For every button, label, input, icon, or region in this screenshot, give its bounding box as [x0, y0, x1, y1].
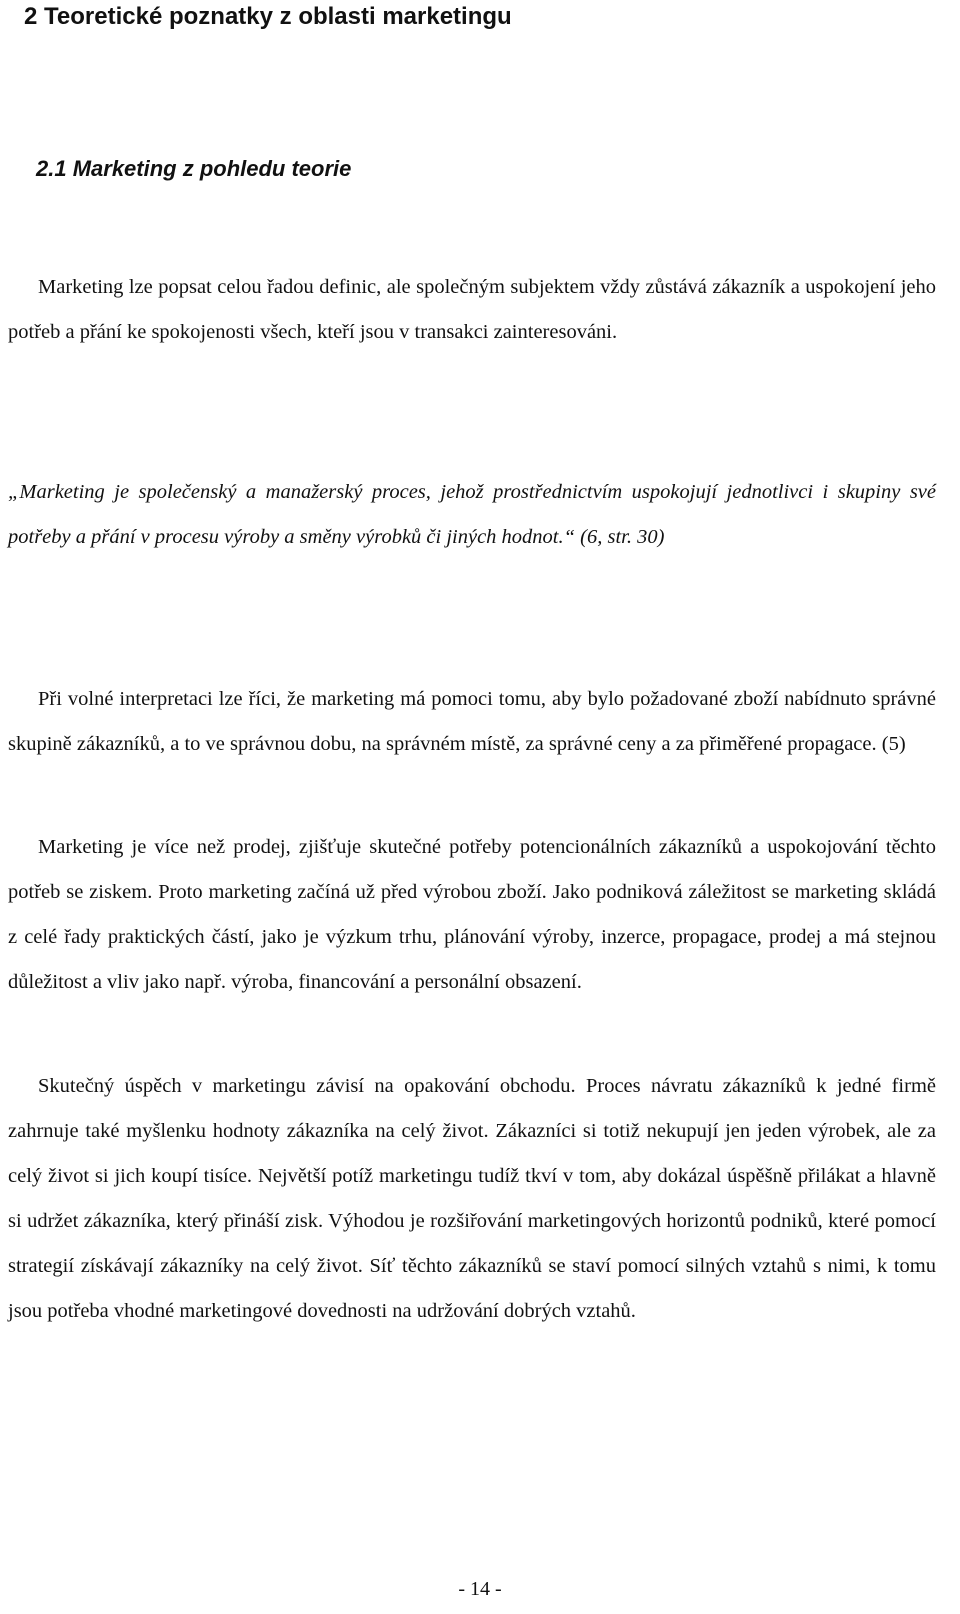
paragraph-intro: Marketing lze popsat celou řadou definic, ale společným subjektem vždy zůstává zákazník a uspokojení jeho potřeb a přání ke spokojenosti všech, kteří jsou v transakci zainteresováni. [8, 276, 936, 343]
paragraph-repeat-business: Skutečný úspěch v marketingu závisí na opakování obchodu. Proces návratu zákazníků k jedné firmě zahrnuje také myšlenku hodnoty zákazníka na celý život. Zákazníci si totiž nekupují jen jeden výrobek, ale za celý život si jich koupí tisíce. Největší potíž marketingu tudíž tkví v tom, aby dokázal úspěšně přilákat a hlavně si udržet zákazníka, který přináší zisk. Výhodou je rozšiřování marketingových horizontů podniků, které pomocí strategií získávají zákazníky na celý život. Síť těchto zákazníků se staví pomocí silných vztahů s nimi, k tomu jsou potřeba vhodné marketingové dovednosti na udržování dobrých vztahů. [8, 1075, 936, 1322]
paragraph-interpretation: Při volné interpretaci lze říci, že marketing má pomoci tomu, aby bylo požadované zboží nabídnuto správné skupině zákazníků, a to ve správnou dobu, na správném místě, za správné ceny a za přiměřené propagace. (5) [8, 688, 936, 755]
section-heading: 2.1 Marketing z pohledu teorie [36, 156, 352, 181]
page-number: - 14 - [458, 1578, 502, 1600]
chapter-heading: 2 Teoretické poznatky z oblasti marketingu [24, 3, 512, 30]
definition-quote: „Marketing je společenský a manažerský proces, jehož prostřednictvím uspokojují jednotlivci i skupiny své potřeby a přání v procesu výroby a směny výrobků či jiných hodnot.“ (6, str. 30) [8, 481, 936, 548]
paragraph-marketing-vs-sales: Marketing je více než prodej, zjišťuje skutečné potřeby potencionálních zákazníků a uspokojování těchto potřeb se ziskem. Proto marketing začíná už před výrobou zboží. Jako podniková záležitost se marketing skládá z celé řady praktických částí, jako je výzkum trhu, plánování výroby, inzerce, propagace, prodej a má stejnou důležitost a vliv jako např. výroba, financování a personální obsazení. [8, 836, 936, 993]
